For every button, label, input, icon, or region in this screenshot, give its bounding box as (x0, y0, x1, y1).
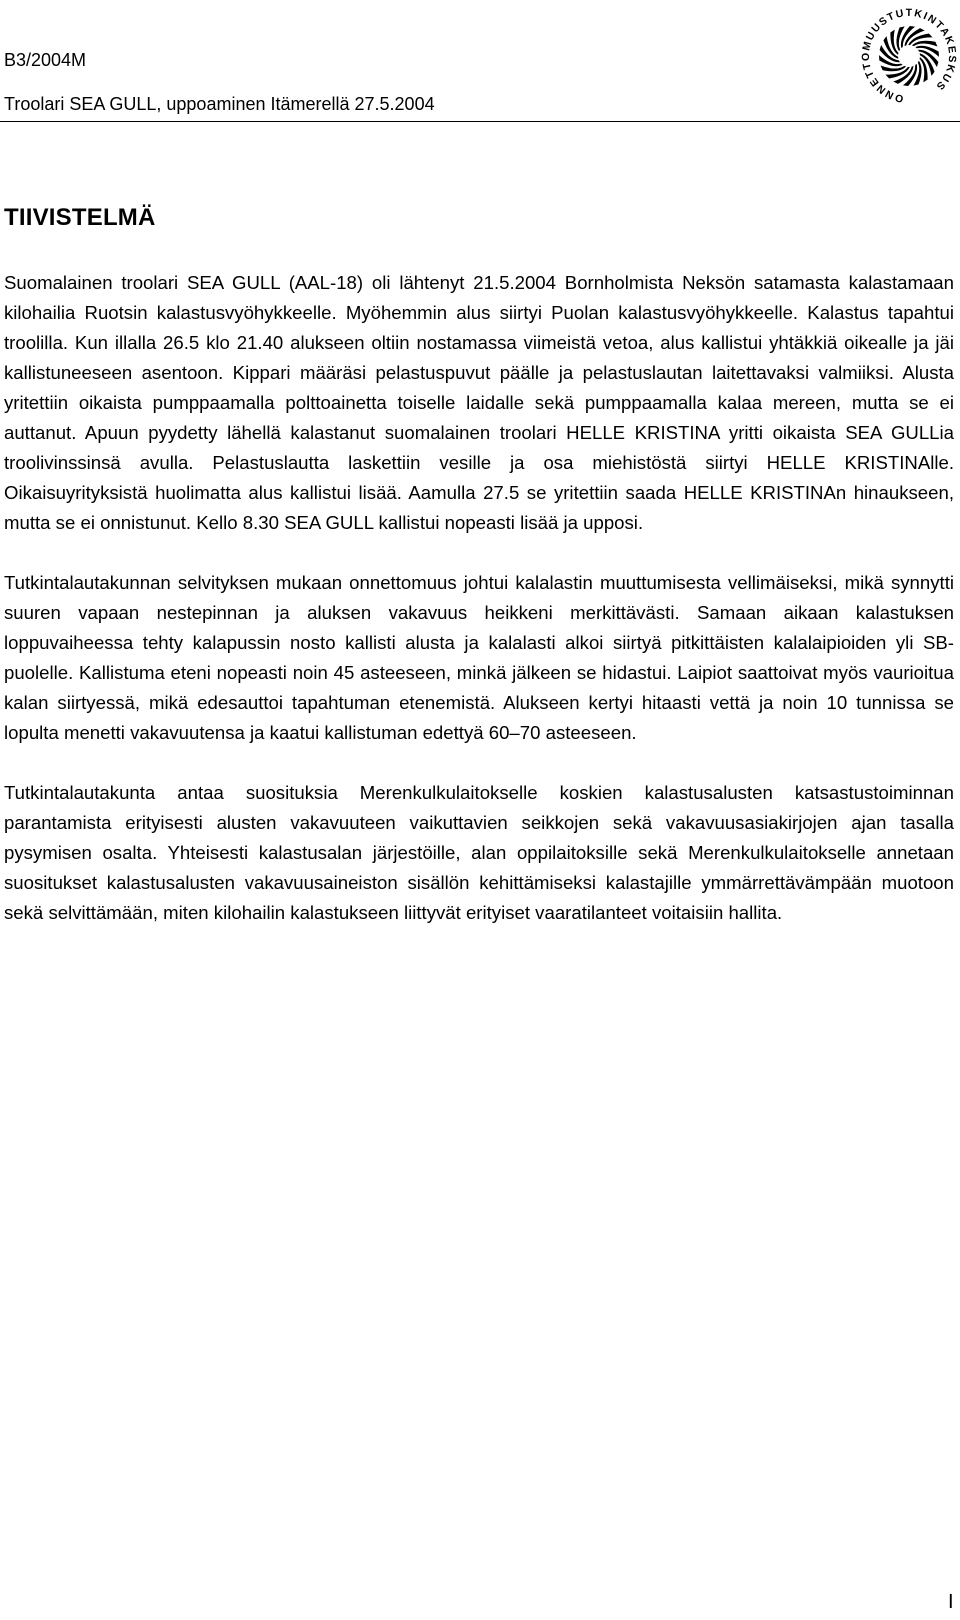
summary-section (4, 204, 954, 928)
svg-text:ONNETTOMUUSTUTKINTAKESKUS: ONNETTOMUUSTUTKINTAKESKUS (859, 6, 959, 105)
summary-heading: TIIVISTELMÄ (4, 204, 156, 231)
summary-paragraph: Suomalainen troolari SEA GULL (AAL-18) oli lähtenyt 21.5.2004 Bornholmista Neksön satamasta kalastamaan kilohailia Ruotsin kalastusvyöhykkeelle. Myöhemmin alus siirtyi Puolan kalastusvyöhykkeelle. Kalastus tapahtui troolilla. Kun illalla 26.5 klo 21.40 alukseen oltiin nostamassa viimeistä vetoa, alus kallistui yhtäkkiä oikealle ja jäi kallistuneeseen asentoon. Kippari määräsi pelastuspuvut päälle ja pelastuslautan laitettavaksi valmiiksi. Alusta yritettiin oikaista pumppaamalla polttoainetta toiselle laidalle sekä pumppaamalla kalaa mereen, mutta se ei auttanut. Apuun pyydetty lähellä kalastanut suomalainen troolari HELLE KRISTINA yritti oikaista SEA GULLia troolivinssinsä avulla. Pelastuslautta laskettiin vesille ja osa miehistöstä siirtyi HELLE KRISTINAlle. Oikaisuyrityksistä huolimatta alus kallistui lisää. Aamulla 27.5 se yritettiin saada HELLE KRISTINAn hinaukseen, mutta se ei onnistunut. Kello 8.30 SEA GULL kallistui nopeasti lisää ja upposi. (4, 272, 954, 533)
header-divider (0, 121, 960, 122)
logo-center (898, 45, 920, 67)
recommendations-paragraph: Tutkintalautakunta antaa suosituksia Merenkulkulaitokselle koskien kalastusalusten katsastustoiminnan parantamista erityisesti alusten vakavuuteen vaikuttavien seikkojen sekä vakavuusasiakirjojen ajan tasalla pysymisen osalta. Yhteisesti kalastusalan järjestöille, alan oppilaitoksille sekä Merenkulkulaitokselle annetaan suositukset kalastusalusten vakavuusaineiston sisällön kehittämiseksi kalastajille ymmärrettävämpään muotoon sekä selvittämään, miten kilohailin kalastukseen liittyvät erityiset vaaratilanteet voitaisiin hallita. (4, 782, 954, 923)
investigation-centre-logo (858, 0, 960, 106)
findings-paragraph: Tutkintalautakunnan selvityksen mukaan onnettomuus johtui kalalastin muuttumisesta vellimäiseksi, mikä synnytti suuren vapaan nestepinnan ja aluksen vakavuus heikkeni merkittävästi. Samaan aikaan kalastuksen loppuvaiheessa tehty kalapussin nosto kallisti alusta ja kalalasti alkoi siirtyä pitkittäisten kalalaipioiden yli SB-puolelle. Kallistuma eteni nopeasti noin 45 asteeseen, minkä jälkeen se hidastui. Laipiot saattoivat myös vaurioitua kalan siirtyessä, mikä edesauttoi tapahtuman etenemistä. Alukseen kertyi hitaasti vettä ja noin 10 tunnissa se lopulta menetti vakavuutensa ja kaatui kallistuman edettyä 60–70 asteeseen. (4, 572, 954, 743)
page-number: I (948, 1591, 954, 1613)
report-title: Troolari SEA GULL, uppoaminen Itämerellä 27.5.2004 (4, 94, 435, 114)
report-id: B3/2004M (4, 50, 87, 70)
page-header (0, 0, 960, 124)
